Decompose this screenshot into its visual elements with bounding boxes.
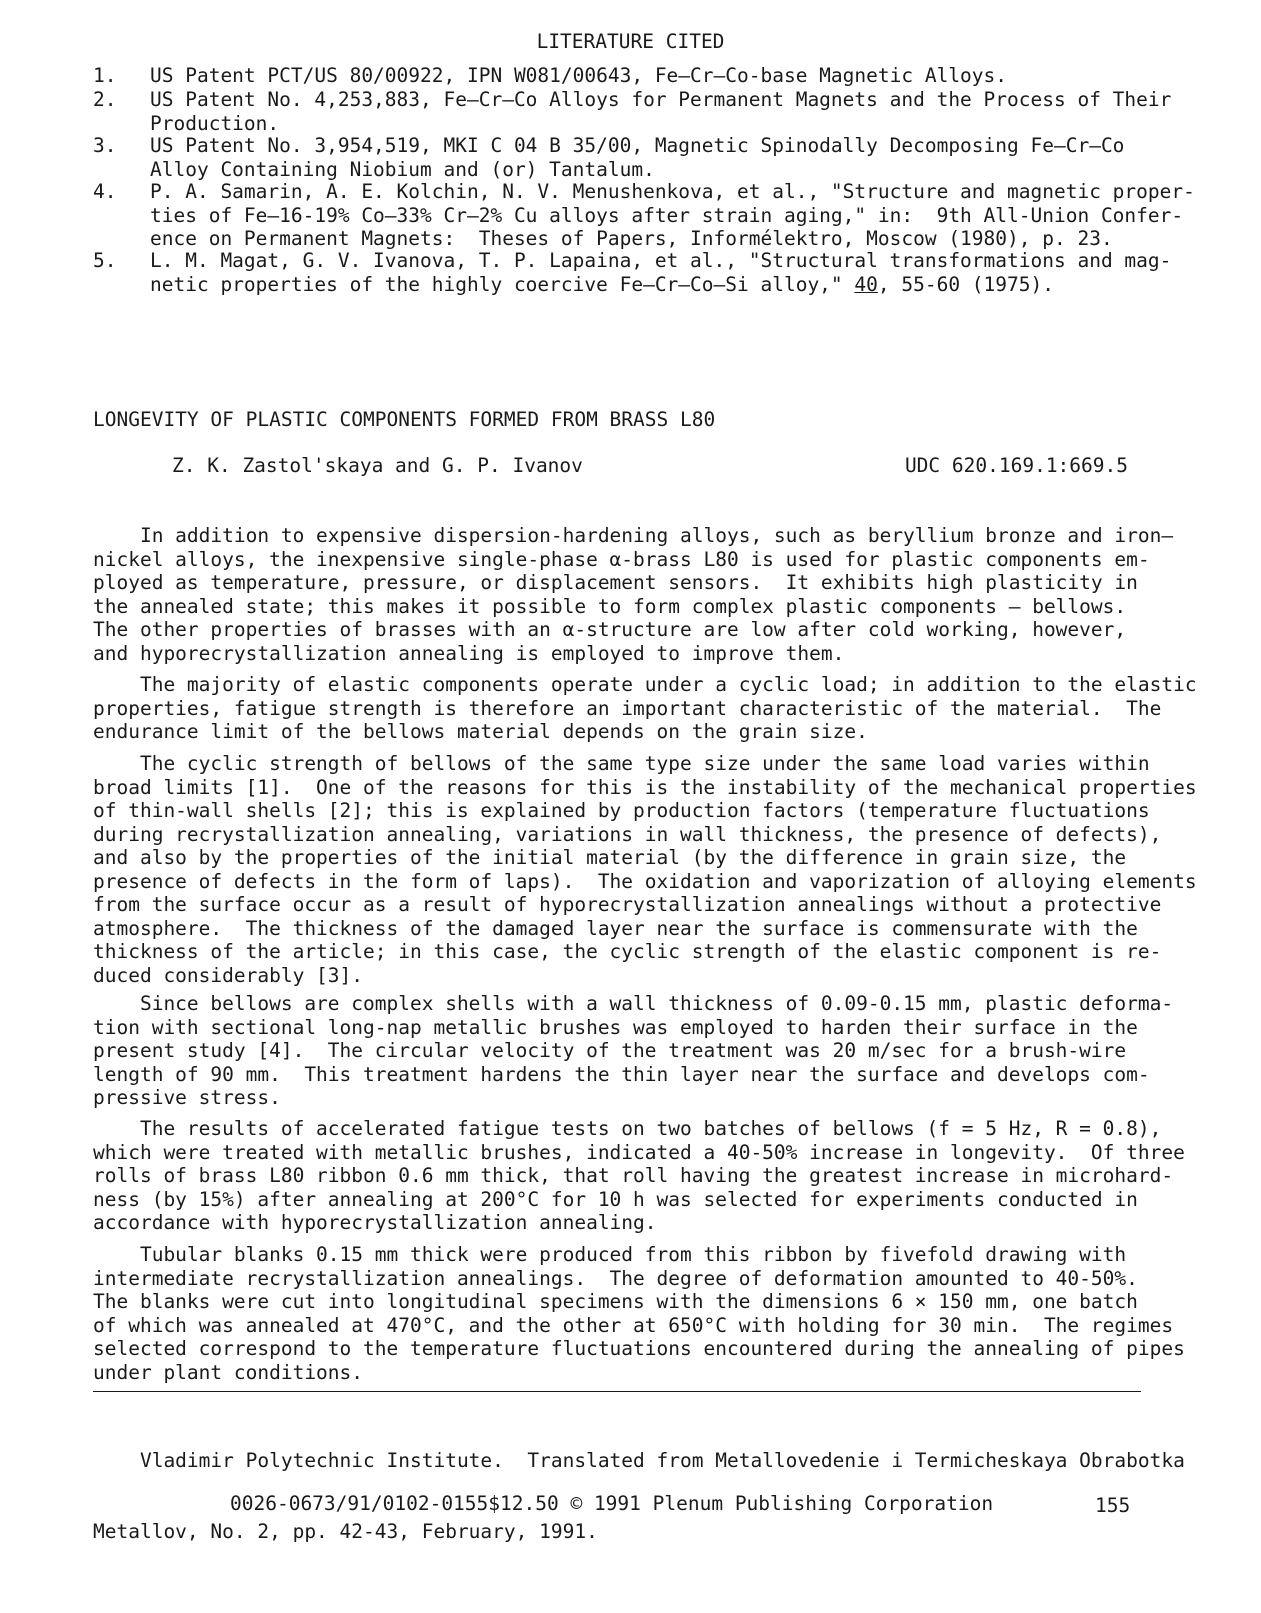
paragraph-line: The majority of elastic components operate under a cyclic load; in addition to the elastic <box>93 673 1197 696</box>
page-number: 155 <box>1095 1494 1131 1517</box>
paragraph-line: presence of defects in the form of laps). The oxidation and vaporization of alloying elements <box>93 869 1197 893</box>
reference-text: ties of Fe—16-19% Co—33% Cr—2% Cu alloys after strain aging," in: 9th All-Union Confer- <box>150 203 1184 227</box>
paragraph <box>93 992 1173 1110</box>
footnote-line: Vladimir Polytechnic Institute. Translated from Metallovedenie i Termicheskaya Obrabotka <box>93 1449 1185 1472</box>
paragraph-line: The results of accelerated fatigue tests on two batches of bellows (f = 5 Hz, R = 0.8), <box>93 1117 1162 1140</box>
paragraph-line: Since bellows are complex shells with a wall thickness of 0.09-0.15 mm, plastic deforma- <box>93 992 1174 1015</box>
paragraph-line: during recrystallization annealing, variations in wall thickness, the presence of defects), <box>93 822 1162 846</box>
reference-text <box>150 273 1054 297</box>
paragraph-line: thickness of the article; in this case, the cyclic strength of the elastic component is re- <box>93 940 1162 963</box>
reference-number: 4. <box>93 180 117 203</box>
reference-number: 2. <box>93 88 117 111</box>
paragraph-line: ployed as temperature, pressure, or displacement sensors. It exhibits high plasticity in <box>93 571 1138 594</box>
footnote-rule <box>93 1391 1141 1392</box>
reference-volume: 40 <box>854 272 878 296</box>
paragraph-line: Tubular blanks 0.15 mm thick were produced from this ribbon by fivefold drawing with <box>93 1243 1127 1266</box>
paragraph <box>93 524 1173 665</box>
paragraph-line: pressive stress. <box>93 1086 281 1109</box>
article-title: LONGEVITY OF PLASTIC COMPONENTS FORMED FROM BRASS L80 <box>93 408 716 431</box>
paragraph <box>93 673 1197 744</box>
paragraph-line: The blanks were cut into longitudinal specimens with the dimensions 6 × 150 mm, one batch <box>93 1290 1138 1313</box>
paragraph-line: The cyclic strength of bellows of the same type size under the same load varies within <box>93 752 1150 775</box>
article-authors: Z. K. Zastol'skaya and G. P. Ivanov <box>172 454 583 477</box>
paragraph-line: endurance limit of the bellows material depends on the grain size. <box>93 720 868 743</box>
paragraph-line: from the surface occur as a result of hyporecrystallization annealings without a protective <box>93 893 1162 916</box>
paragraph-line: properties, fatigue strength is therefore an important characteristic of the material. The <box>93 696 1162 720</box>
reference-text: US Patent No. 3,954,519, MKI C 04 B 35/00, Magnetic Spinodally Decomposing Fe—Cr—Co <box>150 134 1125 157</box>
paragraph <box>93 752 1197 987</box>
paragraph-line: In addition to expensive dispersion-hardening alloys, such as beryllium bronze and iron— <box>93 524 1174 547</box>
reference-text-part: netic properties of the highly coercive Fe—Cr—Co—Si alloy," <box>150 272 855 296</box>
article-udc: UDC 620.169.1:669.5 <box>904 454 1128 477</box>
paragraph-line: of which was annealed at 470°C, and the other at 650°C with holding for 30 min. The regimes <box>93 1313 1174 1337</box>
reference-number: 5. <box>93 249 117 272</box>
paragraph-line: and hyporecrystallization annealing is employed to improve them. <box>93 641 845 665</box>
reference-text-part: , 55-60 (1975). <box>877 272 1054 296</box>
paragraph-line: of thin-wall shells [2]; this is explained by production factors (temperature fluctuations <box>93 799 1150 822</box>
paragraph-line: intermediate recrystallization annealings. The degree of deformation amounted to 40-50%. <box>93 1266 1138 1290</box>
paragraph <box>93 1243 1185 1384</box>
paragraph-line: nickel alloys, the inexpensive single-phase α-brass L80 is used for plastic components em- <box>93 547 1150 571</box>
footnote <box>93 1402 1185 1567</box>
reference-text: ence on Permanent Magnets: Theses of Papers, Informélektro, Moscow (1980), p. 23. <box>150 227 1113 250</box>
paragraph <box>93 1117 1185 1235</box>
paragraph-line: atmosphere. The thickness of the damaged layer near the surface is commensurate with the <box>93 916 1138 940</box>
paragraph-line: under plant conditions. <box>93 1360 364 1384</box>
paragraph-line: which were treated with metallic brushes, indicated a 40-50% increase in longevity. Of three <box>93 1140 1185 1164</box>
paragraph-line: broad limits [1]. One of the reasons for this is the instability of the mechanical properties <box>93 775 1197 799</box>
reference-text: US Patent No. 4,253,883, Fe—Cr—Co Alloys for Permanent Magnets and the Process of Their <box>150 88 1172 111</box>
paragraph-line: rolls of brass L80 ribbon 0.6 mm thick, that roll having the greatest increase in microhard- <box>93 1164 1174 1187</box>
paragraph-line: duced considerably [3]. <box>93 963 364 987</box>
publisher-code: 0026-0673/91/0102-0155$12.50 © 1991 Plenum Publishing Corporation <box>230 1492 994 1515</box>
reference-text: Production. <box>150 111 280 135</box>
paragraph-line: present study [4]. The circular velocity of the treatment was 20 m/sec for a brush-wire <box>93 1039 1127 1062</box>
paragraph-line: length of 90 mm. This treatment hardens the thin layer near the surface and develops com- <box>93 1062 1150 1086</box>
paragraph-line: tion with sectional long-nap metallic brushes was employed to harden their surface in the <box>93 1015 1138 1039</box>
paragraph-line: The other properties of brasses with an α-structure are low after cold working, however, <box>93 618 1127 641</box>
reference-text: L. M. Magat, G. V. Ivanova, T. P. Lapaina, et al., "Structural transformations and mag- <box>150 249 1172 272</box>
paragraph-line: selected correspond to the temperature fluctuations encountered during the annealing of pipes <box>93 1337 1185 1360</box>
reference-number: 1. <box>93 64 117 87</box>
reference-number: 3. <box>93 134 117 157</box>
paragraph-line: accordance with hyporecrystallization annealing. <box>93 1211 657 1234</box>
reference-text: Alloy Containing Niobium and (or) Tantalum. <box>150 157 655 181</box>
reference-text: US Patent PCT/US 80/00922, IPN W081/00643, Fe—Cr—Co-base Magnetic Alloys. <box>150 64 1008 87</box>
paragraph-line: and also by the properties of the initial material (by the difference in grain size, the <box>93 846 1127 869</box>
paragraph-line: ness (by 15%) after annealing at 200°C for 10 h was selected for experiments conducted in <box>93 1187 1138 1211</box>
literature-heading: LITERATURE CITED <box>536 30 725 53</box>
paragraph-line: the annealed state; this makes it possible to form complex plastic components — bellows. <box>93 594 1127 618</box>
reference-text: P. A. Samarin, A. E. Kolchin, N. V. Menushenkova, et al., "Structure and magnetic proper- <box>150 180 1195 203</box>
footnote-line: Metallov, No. 2, pp. 42-43, February, 1991. <box>93 1519 598 1543</box>
